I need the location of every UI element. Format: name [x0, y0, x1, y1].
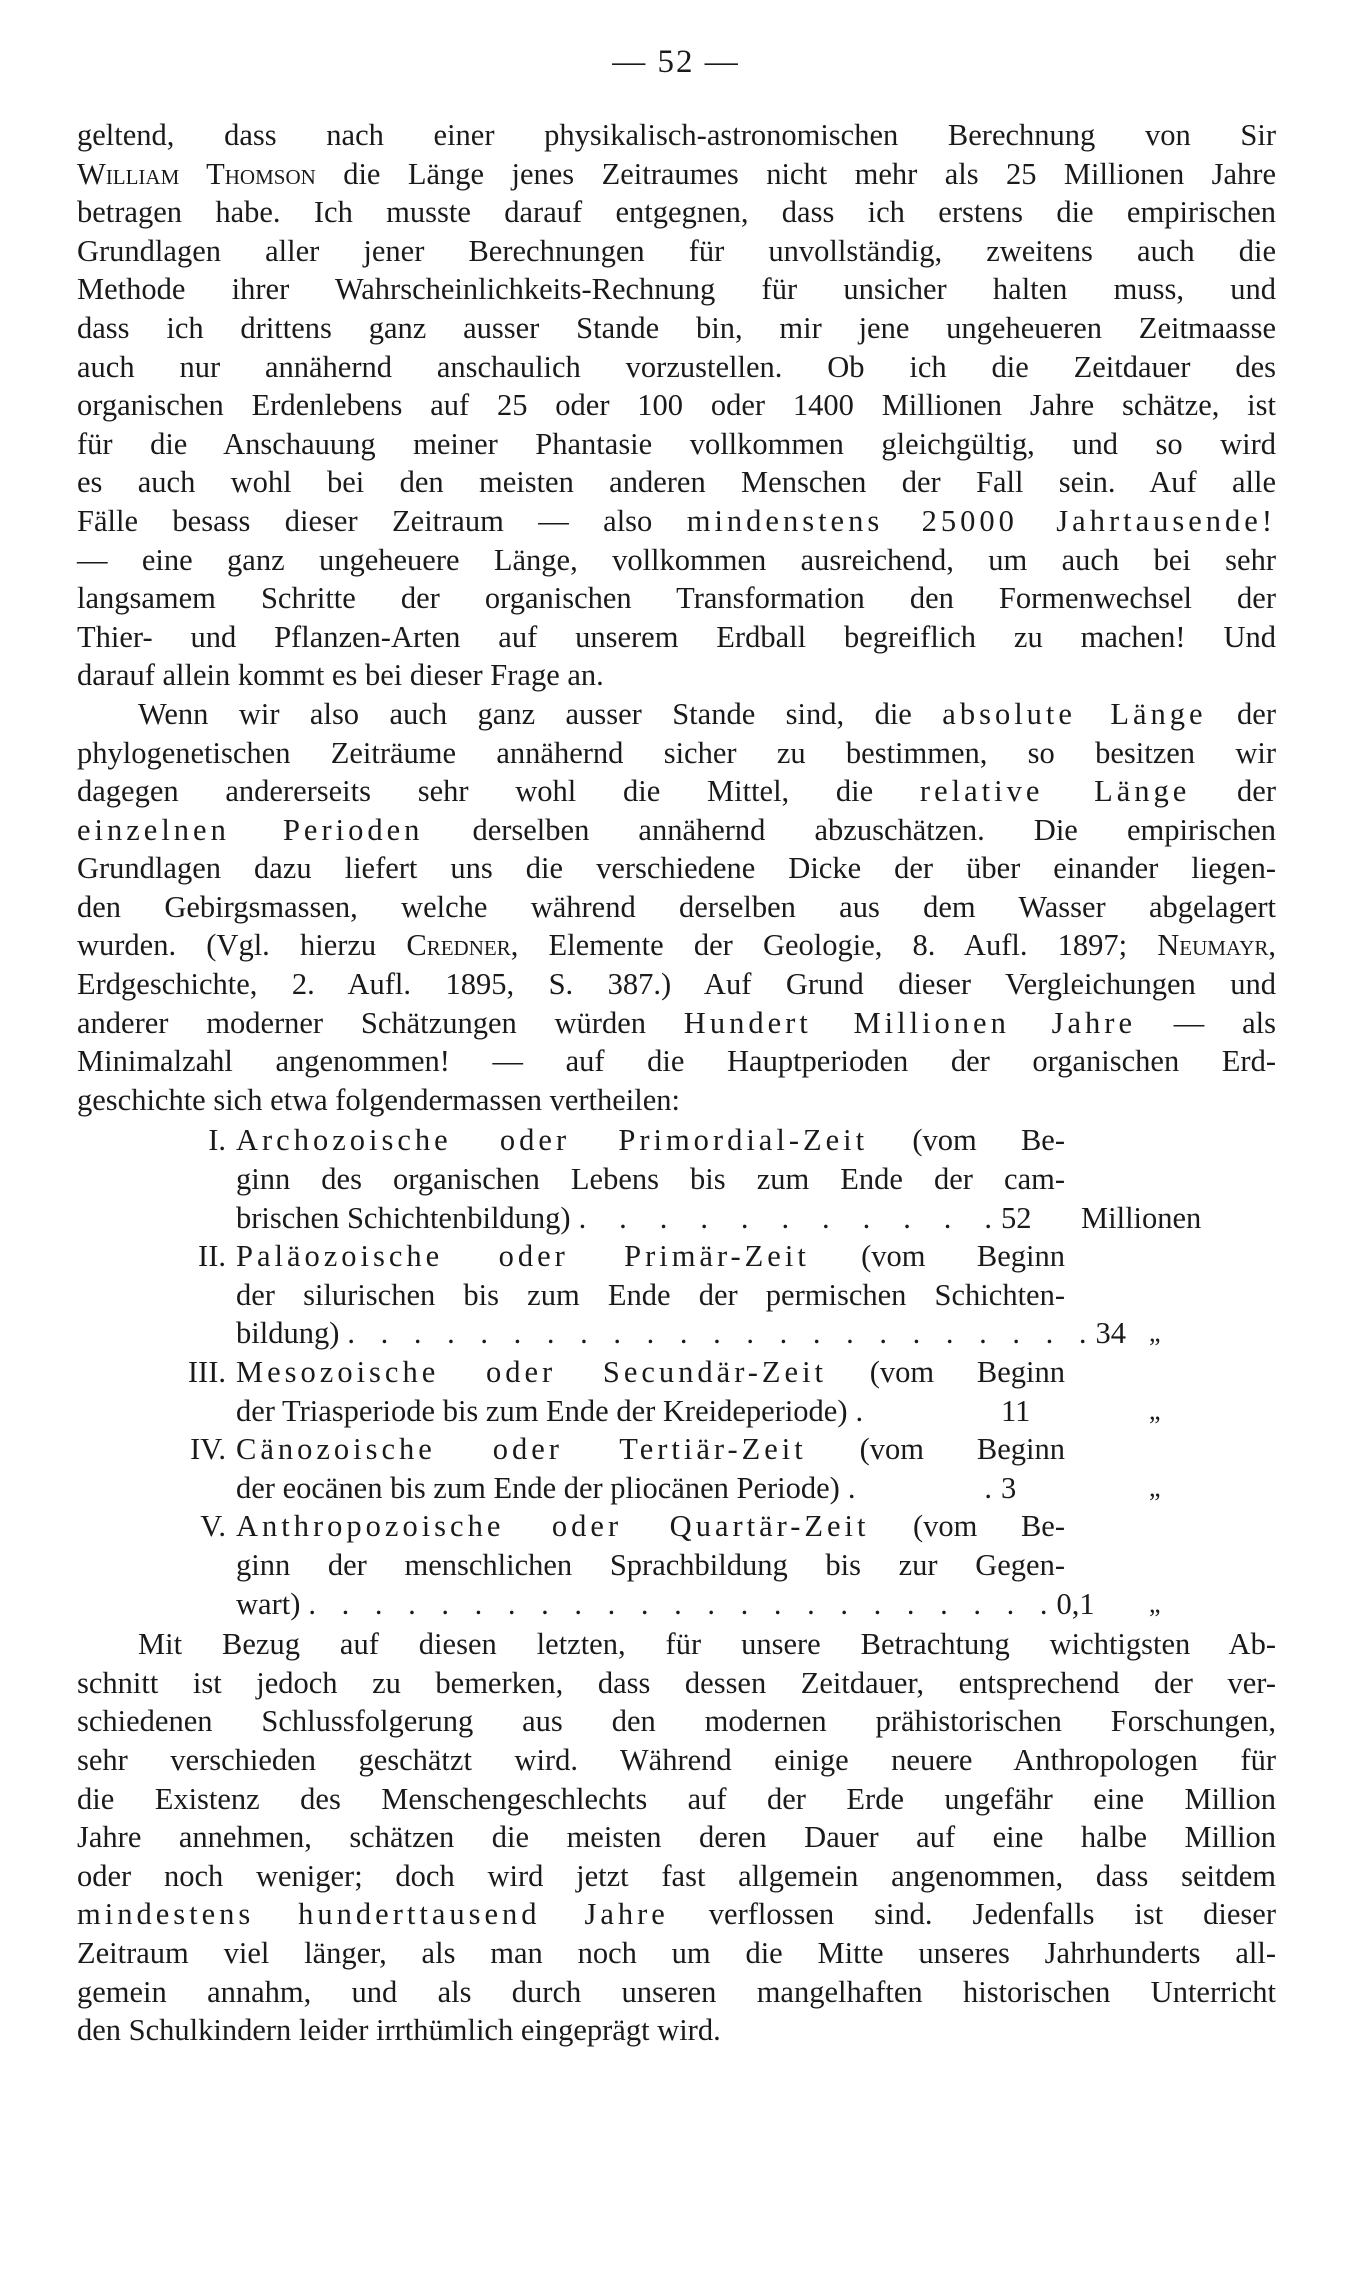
period-duration: 34 [1095, 1316, 1126, 1351]
period-row [77, 1353, 1276, 1430]
emphasis-text: mindestens hunderttausend Jahre [77, 1897, 669, 1932]
text-line: ginn der menschlichen Sprachbildung bis zur Gegen- [236, 1547, 1065, 1582]
leader-dots: . . . . . . . . . . . . . . . . . . . . . . . [308, 1586, 1057, 1621]
period-description [236, 1121, 1065, 1237]
text-span: , [1268, 928, 1276, 963]
text-line: Grundlagen aller jener Berechnungen für unvollständig, zweitens auch die [77, 233, 1276, 268]
text-span: der [1206, 696, 1276, 731]
period-description [236, 1237, 1126, 1353]
author-name: Credner [406, 928, 511, 963]
period-row [77, 1121, 1276, 1237]
text-line: phylogenetischen Zeiträume annähernd sicher zu bestimmen, so besitzen wir [77, 735, 1276, 770]
author-name: Neumayr [1157, 928, 1269, 963]
text-line: Erdgeschichte, 2. Aufl. 1895, S. 387.) Auf Grund dieser Vergleichungen und [77, 967, 1276, 1002]
text-line: es auch wohl bei den meisten anderen Menschen der Fall sein. Auf alle [77, 465, 1276, 500]
page-number: — 52 — [612, 44, 740, 80]
period-row [77, 1430, 1276, 1507]
text-span: anderer moderner Schätzungen würden [77, 1005, 684, 1040]
text-span: der Triasperiode bis zum Ende der Kreideperiode) [236, 1393, 848, 1428]
text-line [77, 926, 1276, 965]
text-span: (vom Be- [868, 1123, 1065, 1158]
period-duration: 0,1 [1056, 1586, 1095, 1621]
text-line [77, 811, 1276, 850]
text-line: oder noch weniger; doch wird jetzt fast allgemein angenommen, dass seitdem [77, 1858, 1276, 1893]
period-number: II. [198, 1239, 226, 1274]
text-span: die Länge jenes Zeitraumes nicht mehr als 25 Millionen Jahre [315, 156, 1276, 191]
period-number: I. [208, 1123, 226, 1158]
text-line [77, 502, 1276, 541]
period-description [236, 1353, 1065, 1430]
text-line: dass ich drittens ganz ausser Stande bin, mir jene ungeheueren Zeitmaasse [77, 310, 1276, 345]
text-line: gemein annahm, und als durch unseren mangelhaften historischen Unterricht [77, 1974, 1276, 2009]
text-span: wart) [236, 1586, 301, 1621]
text-line: Mit Bezug auf diesen letzten, für unsere Betrachtung wichtigsten Ab- [138, 1627, 1276, 1662]
text-line: den Gebirgsmassen, welche während derselben aus dem Wasser abgelagert [77, 889, 1276, 924]
geologic-period-table [77, 1121, 1276, 1623]
text-line: Zeitraum viel länger, als man noch um die Mitte unseres Jahrhunderts all- [77, 1935, 1276, 1970]
text-line: organischen Erdenlebens auf 25 oder 100 oder 1400 Millionen Jahre schätze, ist [77, 388, 1276, 423]
text-line: — eine ganz ungeheuere Länge, vollkommen ausreichend, um auch bei sehr [77, 542, 1276, 577]
text-line: Thier- und Pflanzen-Arten auf unserem Erdball begreiflich zu machen! Und [77, 619, 1276, 654]
emphasis-text: einzelnen Perioden [77, 812, 424, 847]
text-line [77, 1895, 1276, 1934]
text-span: (vom Beginn [809, 1239, 1065, 1274]
period-duration: 52 [1001, 1200, 1032, 1235]
text-line [77, 1004, 1276, 1043]
text-span: Wenn wir also auch ganz ausser Stande sind, die [138, 696, 943, 731]
author-name: William Thomson [77, 156, 316, 191]
emphasis-text: mindenstens 25000 Jahrtausende! [686, 503, 1276, 538]
leader-line [236, 1585, 1095, 1624]
text-span: verflossen sind. Jedenfalls ist dieser [668, 1897, 1276, 1932]
period-name: Anthropozoische oder Quartär-Zeit [236, 1509, 870, 1544]
period-row [77, 1507, 1276, 1623]
leader-line [236, 1199, 1065, 1238]
text-line: Minimalzahl angenommen! — auf die Hauptperioden der organischen Erd- [77, 1044, 1276, 1079]
text-line: geltend, dass nach einer physikalisch-astronomischen Berechnung von Sir [77, 118, 1276, 152]
period-name: Cänozoische oder Tertiär-Zeit [236, 1432, 807, 1467]
period-duration: 3 [1001, 1470, 1017, 1505]
duration-unit: Millionen [1081, 1200, 1202, 1235]
text-span: dagegen andererseits sehr wohl die Mittel, die [77, 774, 920, 809]
text-span: , Elemente der Geologie, 8. Aufl. 1897; [510, 928, 1158, 963]
ditto-mark: „ [1149, 1318, 1161, 1348]
ditto-mark: „ [1149, 1395, 1161, 1425]
period-description [236, 1507, 1095, 1623]
ditto-mark: „ [1149, 1588, 1161, 1618]
text-span: bildung) [236, 1316, 340, 1351]
text-line: die Existenz des Menschengeschlechts auf der Erde ungefähr eine Million [77, 1781, 1276, 1816]
text-span: derselben annähernd abzuschätzen. Die empirischen [423, 812, 1276, 847]
text-line [236, 1121, 1065, 1160]
text-line [236, 1430, 1065, 1469]
text-line [236, 1353, 1065, 1392]
text-span: (vom Beginn [827, 1355, 1065, 1389]
ditto-mark: „ [1149, 1472, 1161, 1502]
text-line: auch nur annähernd anschaulich vorzustellen. Ob ich die Zeitdauer des [77, 349, 1276, 384]
text-line [77, 695, 1276, 734]
text-span: brischen Schichtenbildung) [236, 1200, 571, 1235]
leader-line [236, 1314, 1126, 1353]
text-span: wurden. (Vgl. hierzu [77, 928, 407, 963]
paragraph-1 [77, 116, 1276, 695]
text-line: der silurischen bis zum Ende der permischen Schichten- [236, 1277, 1065, 1312]
leader-dots: . [855, 1393, 873, 1428]
leader-line [236, 1392, 1065, 1431]
text-line: ginn des organischen Lebens bis zum Ende der cam- [236, 1162, 1065, 1197]
text-span: (vom Be- [869, 1509, 1065, 1544]
period-number: IV. [190, 1432, 226, 1467]
text-line: betragen habe. Ich musste darauf entgegnen, dass ich erstens die empirischen [77, 195, 1276, 230]
emphasis-text: relative Länge [919, 774, 1191, 809]
text-line: geschichte sich etwa folgendermassen vertheilen: [77, 1082, 680, 1117]
text-span: der [1190, 774, 1276, 809]
text-span: (vom Beginn [806, 1432, 1065, 1467]
paragraph-2 [77, 695, 1276, 1120]
text-line: darauf allein kommt es bei dieser Frage an. [77, 658, 604, 693]
period-duration: 11 [1001, 1393, 1031, 1428]
text-line: sehr verschieden geschätzt wird. Während einige neuere Anthropologen für [77, 1742, 1276, 1777]
emphasis-text: absolute Länge [942, 696, 1207, 731]
text-line: für die Anschauung meiner Phantasie vollkommen gleichgültig, und so wird [77, 426, 1276, 461]
period-row [77, 1237, 1276, 1353]
period-name: Archozoische oder Primordial-Zeit [236, 1123, 869, 1158]
text-line [236, 1237, 1065, 1276]
emphasis-text: Hundert Millionen Jahre [683, 1005, 1136, 1040]
leader-dots: . . . . . . . . . . . . . . . . . . . . . . . [347, 1316, 1096, 1351]
text-line: Grundlagen dazu liefert uns die verschiedene Dicke der über einander liegen- [77, 851, 1276, 886]
leader-line [236, 1469, 1065, 1508]
text-line: den Schulkindern leider irrthümlich eingeprägt wird. [77, 2013, 721, 2048]
period-number: III. [187, 1355, 226, 1389]
period-name: Mesozoische oder Secundär-Zeit [236, 1355, 828, 1389]
period-name: Paläozoische oder Primär-Zeit [236, 1239, 810, 1274]
text-line [77, 772, 1276, 811]
text-line: schiedenen Schlussfolgerung aus den modernen prähistorischen Forschungen, [77, 1704, 1276, 1739]
text-line: Methode ihrer Wahrscheinlichkeits-Rechnung für unsicher halten muss, und [77, 272, 1276, 307]
text-line: Jahre annehmen, schätzen die meisten deren Dauer auf eine halbe Million [77, 1820, 1276, 1855]
leader-dots: . . . . . . . . . . . [578, 1200, 1001, 1235]
text-span: Fälle besass dieser Zeitraum — also [77, 503, 687, 538]
text-line [236, 1507, 1065, 1546]
text-line: schnitt ist jedoch zu bemerken, dass dessen Zeitdauer, entsprechend der ver- [77, 1665, 1276, 1700]
text-span: — als [1136, 1005, 1276, 1040]
leader-dots: . . [847, 1470, 1001, 1505]
paragraph-3 [77, 1625, 1276, 2050]
text-line [77, 155, 1276, 194]
period-description [236, 1430, 1065, 1507]
period-number: V. [200, 1509, 226, 1544]
text-span: der eocänen bis zum Ende der pliocänen Periode) [236, 1470, 840, 1505]
text-line: langsamem Schritte der organischen Transformation den Formenwechsel der [77, 581, 1276, 616]
page-body [77, 116, 1276, 2050]
